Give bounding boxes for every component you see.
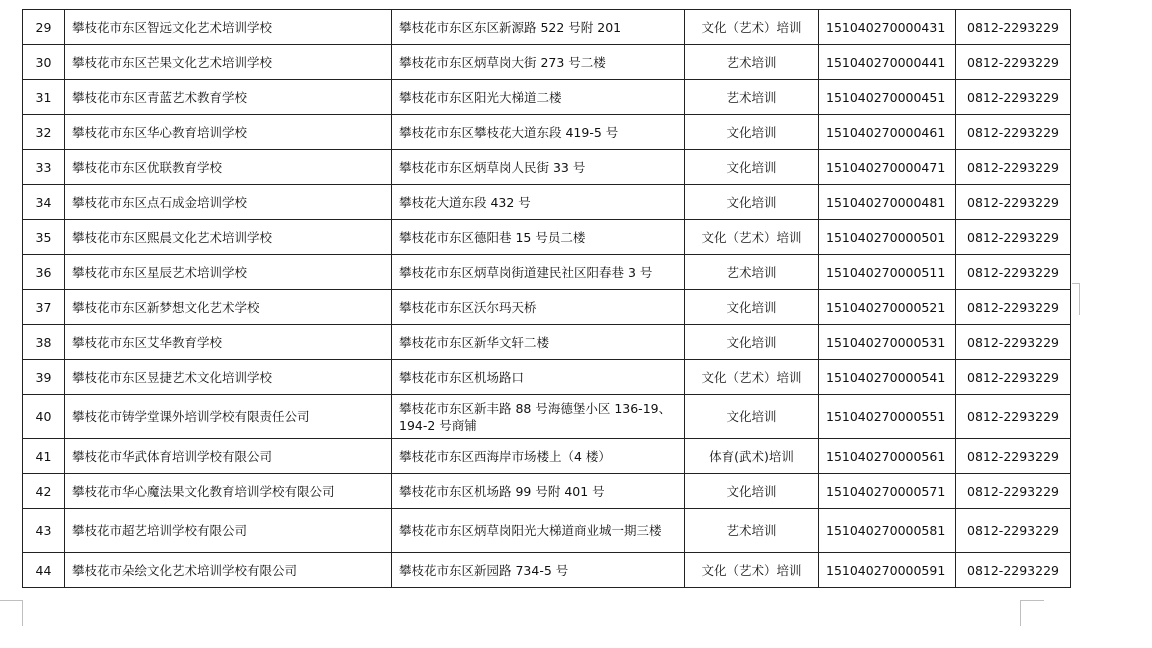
training-type: 艺术培训 (685, 255, 819, 290)
school-address: 攀枝花市东区炳草岗大街 273 号二楼 (392, 45, 685, 80)
contact-phone: 0812-2293229 (956, 439, 1071, 474)
school-name: 攀枝花市东区艾华教育学校 (65, 325, 392, 360)
school-address: 攀枝花市东区炳草岗人民街 33 号 (392, 150, 685, 185)
license-code: 151040270000481 (819, 185, 956, 220)
school-name: 攀枝花市华心魔法果文化教育培训学校有限公司 (65, 474, 392, 509)
table-row (23, 439, 1071, 474)
row-number: 29 (23, 10, 65, 45)
school-name: 攀枝花市东区智远文化艺术培训学校 (65, 10, 392, 45)
corner-mark-side-v (1079, 283, 1080, 315)
school-table-body (23, 10, 1071, 588)
corner-mark-right-h (1020, 600, 1044, 601)
school-name: 攀枝花市超艺培训学校有限公司 (65, 509, 392, 553)
license-code: 151040270000451 (819, 80, 956, 115)
license-code: 151040270000541 (819, 360, 956, 395)
license-code: 151040270000461 (819, 115, 956, 150)
corner-mark-right-v (1020, 600, 1021, 626)
training-type: 体育(武术)培训 (685, 439, 819, 474)
row-number: 39 (23, 360, 65, 395)
training-type: 文化（艺术）培训 (685, 553, 819, 588)
school-name: 攀枝花市东区熙晨文化艺术培训学校 (65, 220, 392, 255)
contact-phone: 0812-2293229 (956, 509, 1071, 553)
school-address: 攀枝花市东区德阳巷 15 号员二楼 (392, 220, 685, 255)
row-number: 31 (23, 80, 65, 115)
table-row (23, 220, 1071, 255)
school-name: 攀枝花市华武体育培训学校有限公司 (65, 439, 392, 474)
row-number: 33 (23, 150, 65, 185)
license-code: 151040270000531 (819, 325, 956, 360)
contact-phone: 0812-2293229 (956, 553, 1071, 588)
table-row (23, 10, 1071, 45)
school-address: 攀枝花市东区新园路 734-5 号 (392, 553, 685, 588)
contact-phone: 0812-2293229 (956, 185, 1071, 220)
training-type: 文化（艺术）培训 (685, 360, 819, 395)
contact-phone: 0812-2293229 (956, 220, 1071, 255)
table-row (23, 395, 1071, 439)
license-code: 151040270000591 (819, 553, 956, 588)
school-name: 攀枝花市朵绘文化艺术培训学校有限公司 (65, 553, 392, 588)
license-code: 151040270000561 (819, 439, 956, 474)
corner-mark-left-v (22, 600, 23, 626)
license-code: 151040270000581 (819, 509, 956, 553)
training-type: 文化培训 (685, 325, 819, 360)
school-name: 攀枝花市东区昱捷艺术文化培训学校 (65, 360, 392, 395)
school-address: 攀枝花市东区炳草岗街道建民社区阳春巷 3 号 (392, 255, 685, 290)
contact-phone: 0812-2293229 (956, 115, 1071, 150)
school-address: 攀枝花市东区机场路口 (392, 360, 685, 395)
contact-phone: 0812-2293229 (956, 290, 1071, 325)
school-address: 攀枝花市东区沃尔玛天桥 (392, 290, 685, 325)
license-code: 151040270000471 (819, 150, 956, 185)
row-number: 32 (23, 115, 65, 150)
row-number: 36 (23, 255, 65, 290)
corner-mark-left-h (0, 600, 22, 601)
school-name: 攀枝花市东区芒果文化艺术培训学校 (65, 45, 392, 80)
table-row (23, 80, 1071, 115)
table-row (23, 255, 1071, 290)
contact-phone: 0812-2293229 (956, 80, 1071, 115)
school-address: 攀枝花市东区新华文轩二楼 (392, 325, 685, 360)
school-address: 攀枝花市东区攀枝花大道东段 419-5 号 (392, 115, 685, 150)
school-address: 攀枝花市东区新丰路 88 号海德堡小区 136-19、194-2 号商铺 (392, 395, 685, 439)
table-row (23, 290, 1071, 325)
training-type: 文化（艺术）培训 (685, 220, 819, 255)
school-name: 攀枝花市东区星辰艺术培训学校 (65, 255, 392, 290)
row-number: 43 (23, 509, 65, 553)
school-address: 攀枝花大道东段 432 号 (392, 185, 685, 220)
row-number: 34 (23, 185, 65, 220)
school-table (22, 9, 1071, 588)
training-type: 文化培训 (685, 115, 819, 150)
school-address: 攀枝花市东区阳光大梯道二楼 (392, 80, 685, 115)
table-row (23, 474, 1071, 509)
school-address: 攀枝花市东区东区新源路 522 号附 201 (392, 10, 685, 45)
license-code: 151040270000441 (819, 45, 956, 80)
training-type: 艺术培训 (685, 80, 819, 115)
training-type: 文化培训 (685, 150, 819, 185)
school-address: 攀枝花市东区机场路 99 号附 401 号 (392, 474, 685, 509)
training-type: 艺术培训 (685, 45, 819, 80)
row-number: 30 (23, 45, 65, 80)
row-number: 44 (23, 553, 65, 588)
training-type: 文化（艺术）培训 (685, 10, 819, 45)
school-name: 攀枝花市东区新梦想文化艺术学校 (65, 290, 392, 325)
row-number: 41 (23, 439, 65, 474)
table-row (23, 509, 1071, 553)
school-name: 攀枝花市东区青蓝艺术教育学校 (65, 80, 392, 115)
training-type: 文化培训 (685, 474, 819, 509)
license-code: 151040270000511 (819, 255, 956, 290)
school-name: 攀枝花市铸学堂课外培训学校有限责任公司 (65, 395, 392, 439)
table-row (23, 115, 1071, 150)
contact-phone: 0812-2293229 (956, 150, 1071, 185)
school-name: 攀枝花市东区华心教育培训学校 (65, 115, 392, 150)
school-address: 攀枝花市东区西海岸市场楼上（4 楼） (392, 439, 685, 474)
row-number: 40 (23, 395, 65, 439)
row-number: 37 (23, 290, 65, 325)
contact-phone: 0812-2293229 (956, 360, 1071, 395)
row-number: 35 (23, 220, 65, 255)
training-type: 文化培训 (685, 290, 819, 325)
table-row (23, 150, 1071, 185)
contact-phone: 0812-2293229 (956, 325, 1071, 360)
contact-phone: 0812-2293229 (956, 255, 1071, 290)
table-row (23, 553, 1071, 588)
table-row (23, 45, 1071, 80)
training-type: 文化培训 (685, 185, 819, 220)
school-address: 攀枝花市东区炳草岗阳光大梯道商业城一期三楼 (392, 509, 685, 553)
license-code: 151040270000571 (819, 474, 956, 509)
row-number: 42 (23, 474, 65, 509)
table-row (23, 185, 1071, 220)
training-type: 艺术培训 (685, 509, 819, 553)
contact-phone: 0812-2293229 (956, 474, 1071, 509)
contact-phone: 0812-2293229 (956, 395, 1071, 439)
contact-phone: 0812-2293229 (956, 10, 1071, 45)
license-code: 151040270000501 (819, 220, 956, 255)
license-code: 151040270000551 (819, 395, 956, 439)
license-code: 151040270000431 (819, 10, 956, 45)
contact-phone: 0812-2293229 (956, 45, 1071, 80)
school-name: 攀枝花市东区优联教育学校 (65, 150, 392, 185)
license-code: 151040270000521 (819, 290, 956, 325)
table-row (23, 325, 1071, 360)
training-type: 文化培训 (685, 395, 819, 439)
table-row (23, 360, 1071, 395)
row-number: 38 (23, 325, 65, 360)
school-name: 攀枝花市东区点石成金培训学校 (65, 185, 392, 220)
